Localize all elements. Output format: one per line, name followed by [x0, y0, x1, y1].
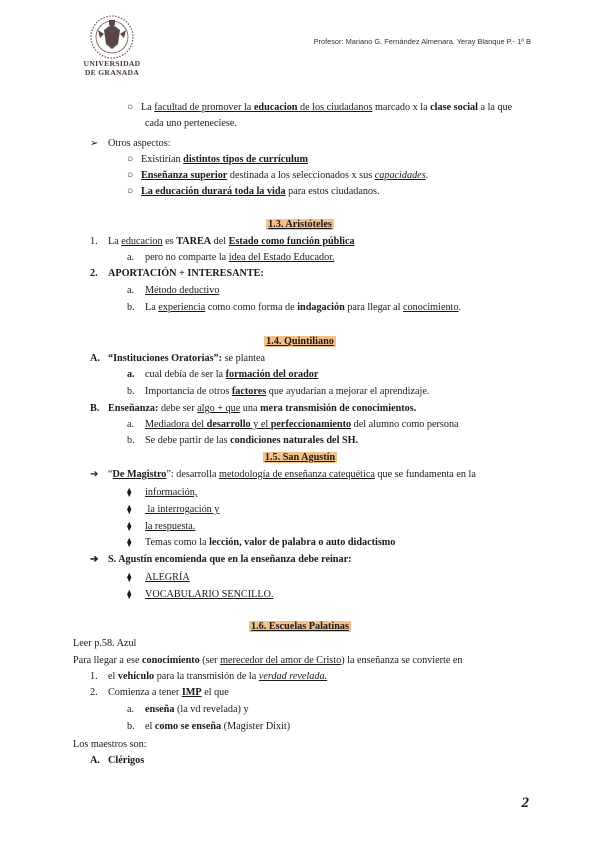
circle-bullet-icon: ○ — [127, 102, 134, 113]
aristoteles-item-2b: b. La experiencia como como forma de indagación para llegar al conocimiento. — [127, 302, 462, 313]
section-heading-escuelas-palatinas: 1.6. Escuelas Palatinas — [251, 621, 349, 632]
agustin-diamond-4: ⧫ Temas como la lección, valor de palabra o auto didactismo — [127, 537, 396, 548]
aristoteles-item-1: 1. La educacion es TAREA del Estado como función pública — [90, 236, 355, 247]
intro-line-4: ○ Enseñanza superior destinada a los seleccionados x sus capacidades. — [127, 170, 429, 181]
circle-bullet-icon: ○ — [127, 170, 134, 181]
page-number: 2 — [521, 795, 529, 811]
agustin-diamond-6: ⧫ VOCABULARIO SENCILLO. — [127, 589, 274, 600]
circle-bullet-icon: ○ — [127, 186, 134, 197]
intro-line-5: ○ La educación durará toda la vida para estos ciudadanos. — [127, 186, 380, 197]
intro-line-3: ○ Existirían distintos tipos de currículum — [127, 154, 308, 165]
university-name-line1: UNIVERSIDAD — [83, 59, 141, 68]
diamond-bullet-icon: ⧫ — [127, 504, 132, 514]
diamond-bullet-icon: ⧫ — [127, 487, 132, 497]
palatinas-paragraph-2: Para llegar a ese conocimiento (ser merecedor del amor de Cristo) la enseñanza se convierte en — [73, 655, 463, 666]
agustin-diamond-1: ⧫ información, — [127, 487, 198, 498]
quintiliano-item-b: B. Enseñanza: debe ser algo + que una mera transmisión de conocimientos. — [90, 403, 417, 414]
palatinas-item-a: A. Clérigos — [90, 755, 145, 766]
agustin-row-1: ➔ “De Magistro”: desarrolla metodología de enseñanza catequética que se fundamenta en la — [90, 469, 476, 480]
aristoteles-item-2: 2. APORTACIÓN + INTERESANTE: — [90, 268, 264, 279]
section-heading-aristoteles: 1.3. Aristóteles — [268, 219, 332, 230]
section-heading-quintiliano: 1.4. Quintiliano — [266, 336, 334, 347]
quintiliano-item-a: A. “Instituciones Oratorias”: se plantea — [90, 353, 266, 364]
diamond-bullet-icon: ⧫ — [127, 589, 132, 599]
arrow-bullet-icon: ➢ — [90, 138, 99, 149]
intro-line-2: ➢ Otros aspectos: — [90, 138, 171, 149]
quintiliano-item-ba: a. Mediadora del desarrollo y el perfeccionamiento del alumno como persona — [127, 419, 459, 430]
palatinas-paragraph-1: Leer p.58. Azul — [73, 638, 137, 649]
aristoteles-item-2a: a. Método deductivo — [127, 285, 220, 296]
intro-line-1b: cada uno perteneciese. — [145, 118, 237, 129]
agustin-diamond-3: ⧫ la respuesta. — [127, 521, 196, 532]
arrow-bullet-icon: ➔ — [90, 554, 99, 565]
intro-line-1: ○ La facultad de promover la educacion de los ciudadanos marcado x la clase social a la que — [127, 102, 513, 113]
palatinas-item-1: 1. el vehículo para la transmisión de la verdad revelada. — [90, 671, 328, 682]
agustin-diamond-2: ⧫ la interrogación y — [127, 504, 220, 515]
palatinas-item-2a: a. enseña (la vd revelada) y — [127, 704, 249, 715]
section-heading-san-agustin: 1.5. San Agustín — [264, 452, 336, 463]
agustin-row-2: ➔ S. Agustín encomienda que en la enseñanza debe reinar: — [90, 554, 352, 565]
quintiliano-item-ab: b. Importancia de otros factores que ayudarían a mejorar el aprendizaje. — [127, 386, 430, 397]
crest-icon — [88, 14, 136, 60]
diamond-bullet-icon: ⧫ — [127, 537, 132, 547]
professor-header: Profesor: Mariano G. Fernández Almenara. Yeray Blanque P.- 1º B — [313, 37, 531, 46]
quintiliano-item-bb: b. Se debe partir de las condiciones naturales del SH. — [127, 435, 359, 446]
university-name-line2: DE GRANADA — [84, 68, 140, 77]
agustin-diamond-5: ⧫ ALEGRÍA — [127, 572, 190, 583]
arrow-bullet-icon: ➔ — [90, 469, 99, 480]
quintiliano-item-aa: a. cual debía de ser la formación del orador — [127, 369, 319, 380]
palatinas-paragraph-3: Los maestros son: — [73, 739, 147, 750]
palatinas-item-2: 2. Comienza a tener IMP el que — [90, 687, 229, 698]
diamond-bullet-icon: ⧫ — [127, 521, 132, 531]
diamond-bullet-icon: ⧫ — [127, 572, 132, 582]
aristoteles-item-1a: a. pero no comparte la idea del Estado Educador. — [127, 252, 335, 263]
university-logo — [74, 14, 150, 78]
palatinas-item-2b: b. el como se enseña (Magister Dixit) — [127, 721, 291, 732]
circle-bullet-icon: ○ — [127, 154, 134, 165]
